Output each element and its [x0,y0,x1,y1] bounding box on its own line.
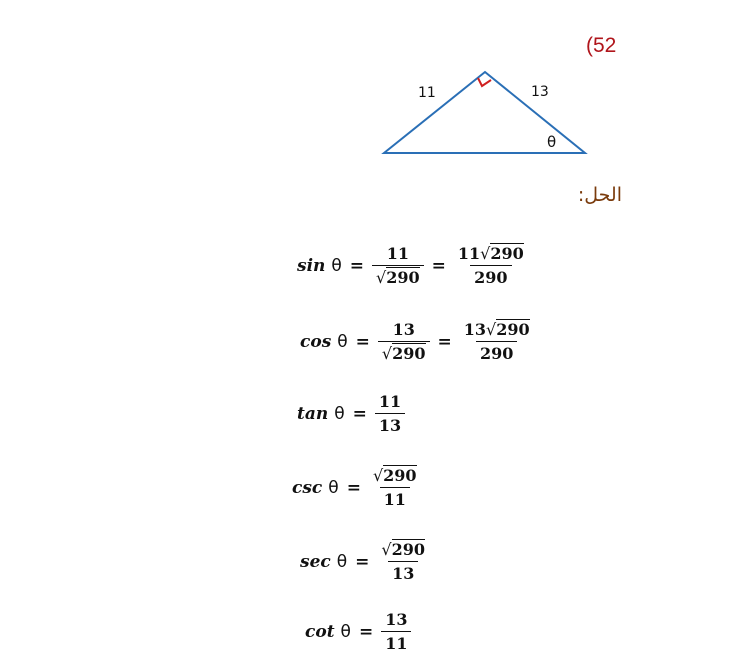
numerator: 13 [392,320,415,339]
numerator: 13 [385,610,408,629]
equation-cos [300,320,534,363]
numerator: 13√290 [463,320,530,339]
equals-sign: = [349,255,365,276]
theta-symbol: θ [337,331,348,352]
side-label-right: 13 [531,84,549,100]
denominator: 11 [381,631,411,653]
denominator: √290 [378,341,430,363]
denominator: 13 [375,413,405,435]
function-name: sec [300,551,331,572]
numerator: √290 [381,540,426,559]
equals-sign: = [437,331,452,352]
fraction [460,320,534,363]
angle-label: θ [547,133,557,151]
equation-sin [297,244,528,287]
theta-symbol: θ [331,255,342,276]
numerator: 11 [378,392,402,411]
side-label-left: 11 [418,85,436,101]
fraction [381,610,411,653]
solution-label: الحل: [577,184,622,206]
right-angle-mark [478,78,491,86]
numerator: 11√290 [457,244,524,263]
fraction [372,244,424,287]
equals-sign: = [355,331,370,352]
equation-tan [297,392,405,435]
theta-symbol: θ [334,403,345,424]
function-name: cos [300,331,332,352]
problem-number: (52 [586,34,617,57]
fraction [369,466,421,509]
fraction [375,392,405,435]
equals-sign: = [431,255,446,276]
theta-symbol: θ [336,551,348,572]
numerator: 11 [386,244,409,263]
right-triangle-diagram [370,60,600,160]
fraction [454,244,528,287]
theta-symbol: θ [328,477,339,498]
denominator: 11 [380,487,410,509]
denominator: 290 [470,265,511,287]
function-name: csc [292,477,323,498]
equation-csc [292,466,421,509]
denominator: √290 [372,265,424,287]
equals-sign: = [355,551,370,572]
fraction [378,320,430,363]
equals-sign: = [352,403,367,424]
equation-sec [300,540,429,583]
equals-sign: = [346,477,361,498]
equals-sign: = [358,621,374,642]
denominator: 13 [388,561,418,583]
fraction [377,540,429,583]
equation-cot [305,610,411,653]
function-name: cot [305,621,335,642]
function-name: tan [297,403,329,424]
theta-symbol: θ [340,621,351,642]
function-name: sin [297,255,326,276]
denominator: 290 [476,341,517,363]
numerator: √290 [372,466,417,485]
